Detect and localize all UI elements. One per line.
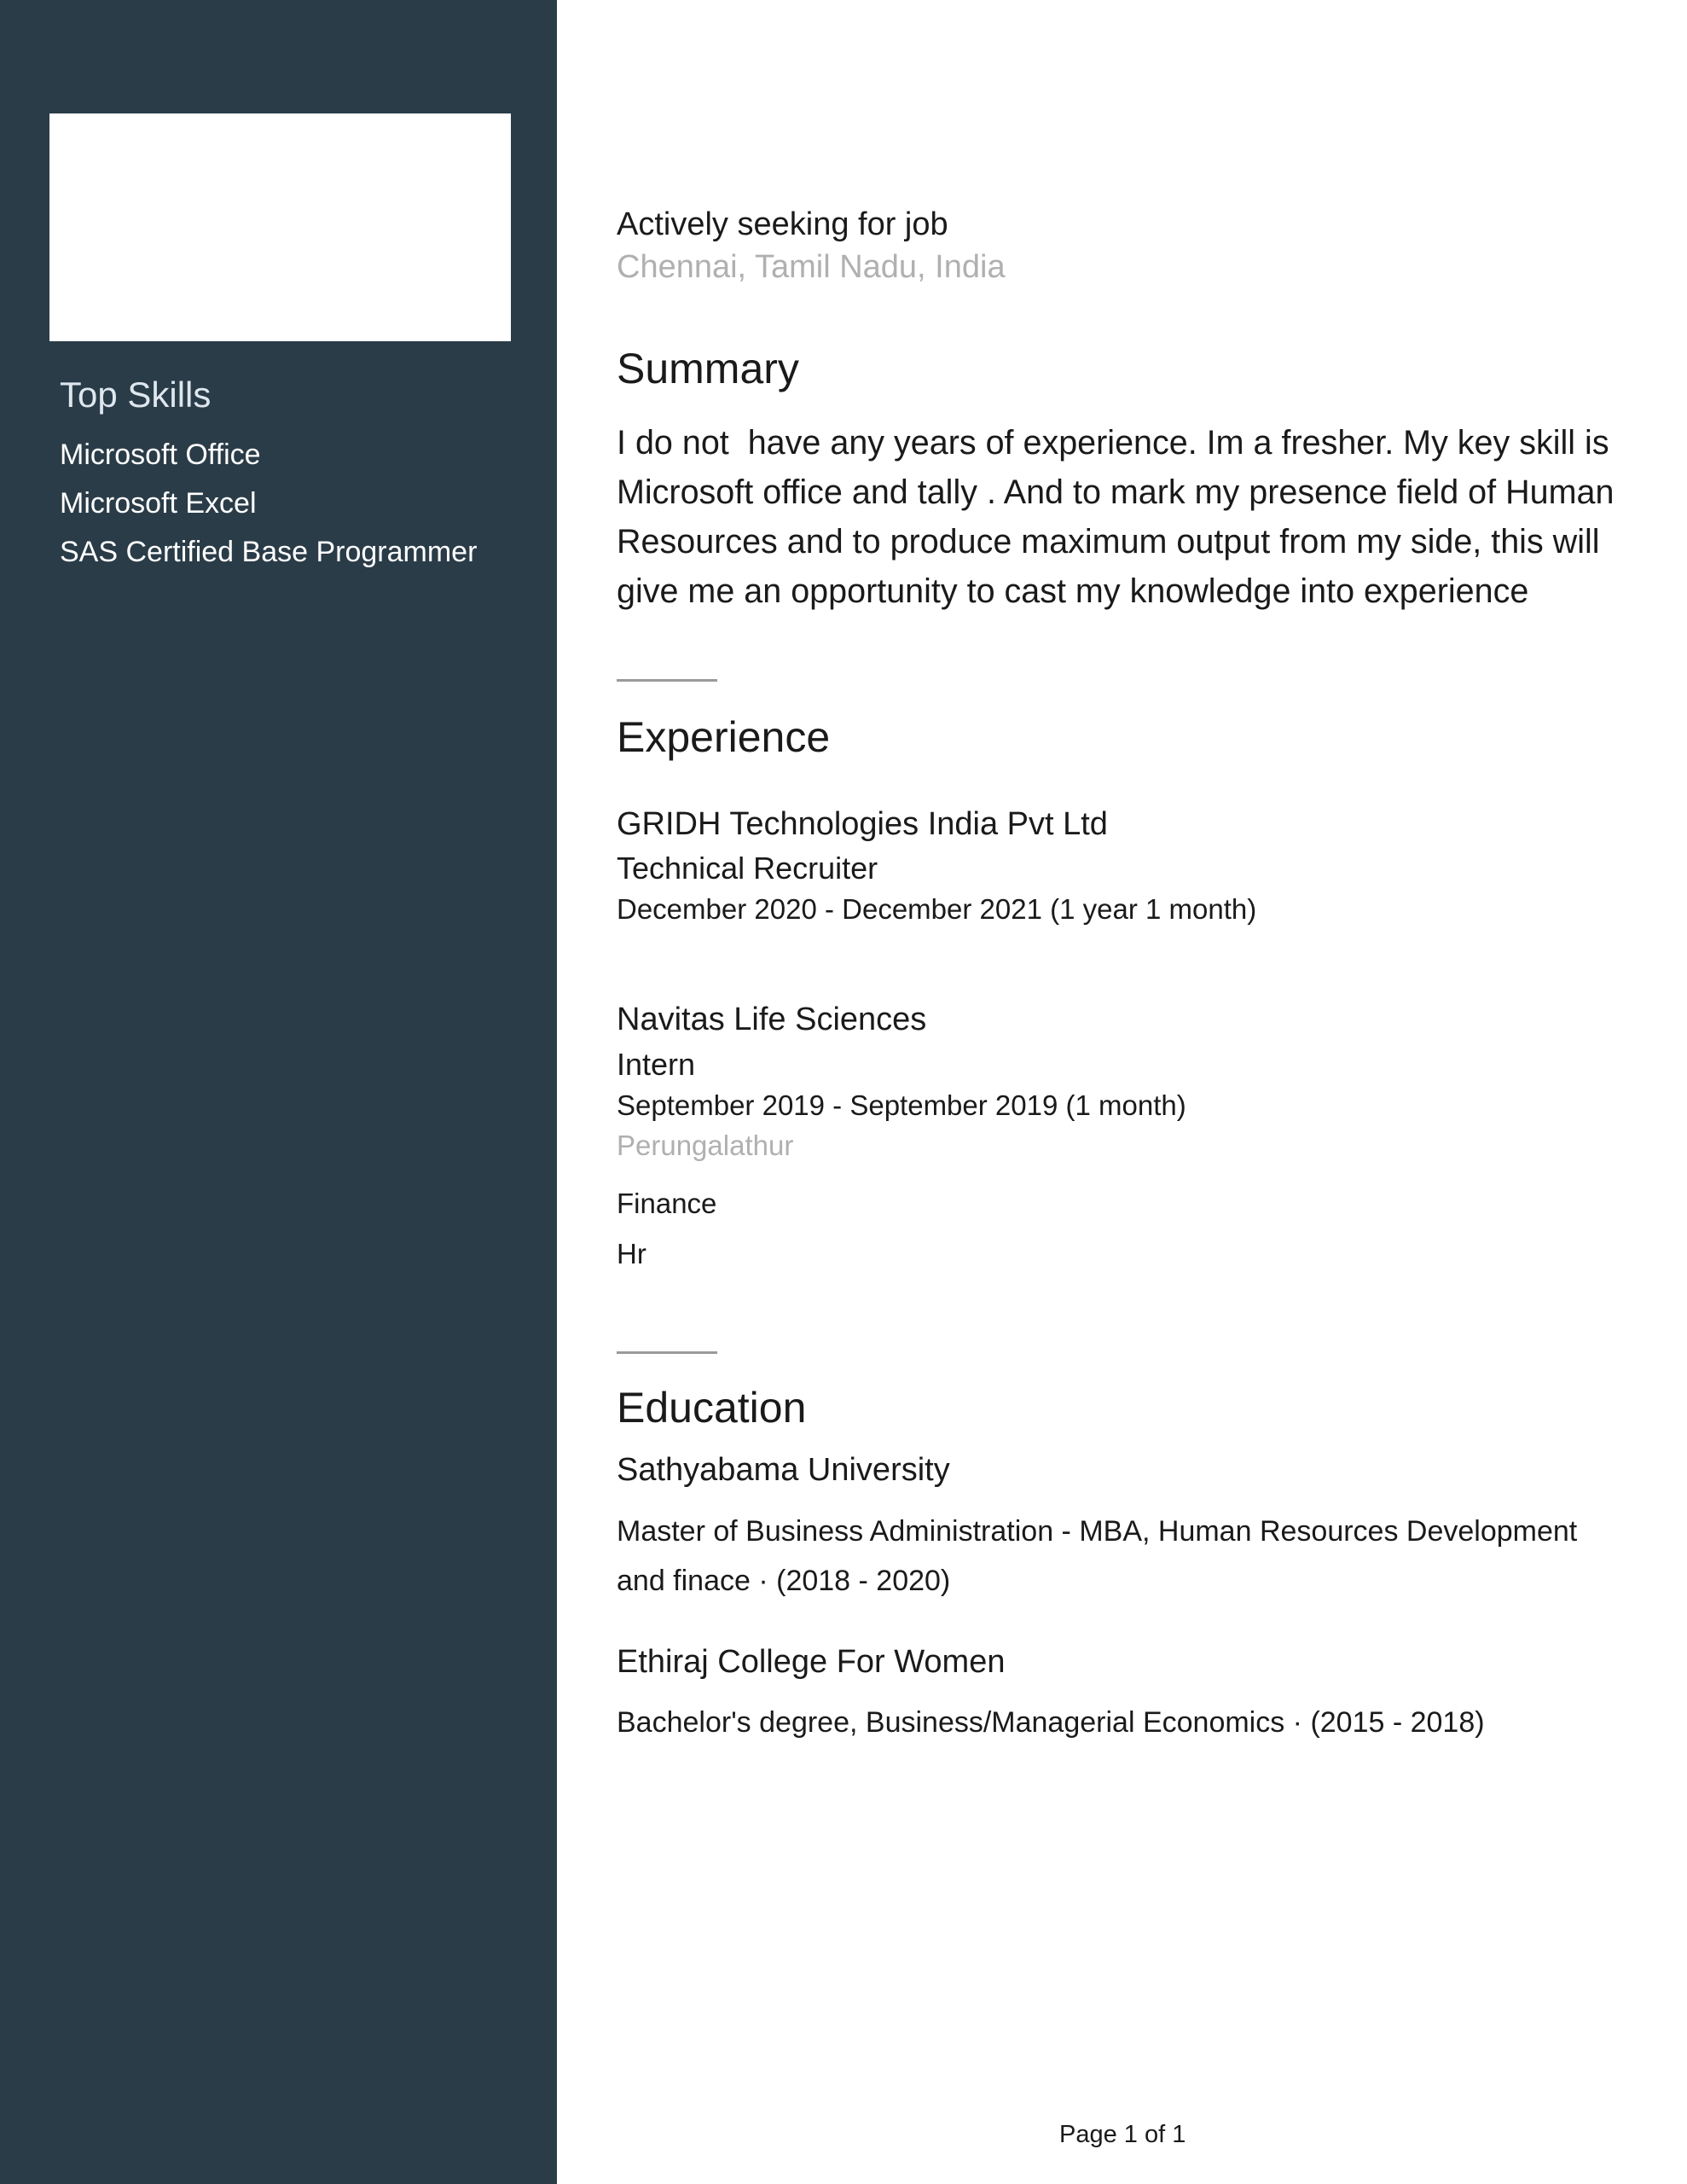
experience-dates: September 2019 - September 2019 (1 month) — [617, 1089, 1186, 1121]
education-school: Ethiraj College For Women — [617, 1644, 1006, 1680]
education-heading: Education — [617, 1384, 807, 1432]
summary-text: I do not have any years of experience. Im a fresher. My key skill is Microsoft office and tally . And to mark my presence field of Human Resources and to produce maximum output from my side, this will give me an opportunity to cast my knowledge into experience — [617, 424, 1624, 610]
experience-role: Technical Recruiter — [617, 851, 878, 886]
section-divider — [617, 679, 717, 682]
experience-heading: Experience — [617, 713, 831, 761]
experience-role: Intern — [617, 1047, 696, 1082]
experience-company: Navitas Life Sciences — [617, 1002, 927, 1037]
education-school: Sathyabama University — [617, 1452, 950, 1488]
experience-location: Perungalathur — [617, 1130, 794, 1161]
experience-dates: December 2020 - December 2021 (1 year 1 month) — [617, 893, 1257, 925]
headline: Actively seeking for job — [617, 206, 948, 242]
page-number: Page 1 of 1 — [1059, 2121, 1186, 2148]
education-degree: Master of Business Administration - MBA, Human Resources Development and finace · (2018 - 2020) — [617, 1515, 1578, 1597]
sidebar — [0, 0, 557, 2184]
location: Chennai, Tamil Nadu, India — [617, 249, 1006, 285]
skill-item: SAS Certified Base Programmer — [60, 536, 478, 568]
skill-item: Microsoft Office — [60, 439, 261, 471]
skill-item: Microsoft Excel — [60, 487, 257, 520]
profile-photo-placeholder — [49, 113, 511, 341]
summary-heading: Summary — [617, 345, 799, 392]
top-skills-heading: Top Skills — [60, 375, 212, 415]
experience-description-line: Hr — [617, 1238, 646, 1269]
skills-list — [60, 431, 477, 577]
education-degree: Bachelor's degree, Business/Managerial Economics · (2015 - 2018) — [617, 1706, 1485, 1739]
experience-company: GRIDH Technologies India Pvt Ltd — [617, 806, 1108, 842]
experience-description-line: Finance — [617, 1188, 717, 1219]
section-divider — [617, 1351, 717, 1354]
